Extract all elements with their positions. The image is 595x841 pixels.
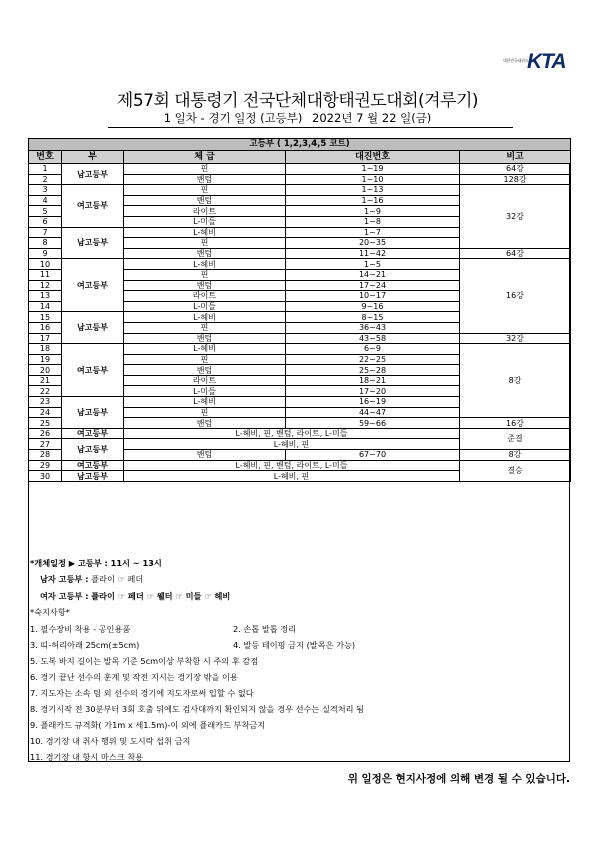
division-cell: 여고등부 [62, 185, 124, 227]
bracket-cell: 59~66 [286, 418, 460, 429]
bracket-cell: 18~21 [286, 375, 460, 386]
row-number: 8 [29, 238, 62, 249]
male-order-label: 남자 고등부 : [40, 574, 89, 584]
bracket-cell: 1~13 [286, 185, 460, 196]
weight-class-cell: L-미들 [124, 216, 286, 227]
row-number: 18 [29, 344, 62, 355]
weight-class-cell: 밴텀 [124, 174, 286, 185]
subtitle-date: 2022년 7 월 22 일(금) [312, 111, 432, 125]
male-order-text: 플라이 ☞ 페더 [91, 574, 144, 584]
division-cell: 남고등부 [62, 227, 124, 259]
female-order-label: 여자 고등부 : [40, 591, 89, 601]
bracket-cell: 17~24 [286, 280, 460, 291]
weight-class-cell: L-헤비 [124, 344, 286, 355]
row-number: 6 [29, 216, 62, 227]
header-weight: 체 급 [124, 151, 286, 164]
merged-weights-cell: L-헤비, 핀 [124, 439, 460, 450]
female-order-text: 플라이 ☞ 페더 ☞ 웰터 ☞ 미들 ☞ 헤비 [91, 591, 231, 601]
note-item: 7. 지도자는 소속 팀 외 선수의 경기에 지도자로써 입할 수 없다 [30, 688, 254, 698]
note-item: 11. 경기장 내 항시 마스크 착용 [30, 752, 144, 762]
remark-cell: 8강 [460, 450, 571, 461]
table-row [29, 259, 571, 270]
bracket-cell: 36~43 [286, 322, 460, 333]
division-cell: 여고등부 [62, 460, 124, 471]
remark-cell: 128강 [460, 174, 571, 185]
bracket-cell: 11~42 [286, 248, 460, 259]
weight-class-cell: L-미들 [124, 301, 286, 312]
table-row [29, 428, 571, 439]
footer-notice: 위 일정은 현지사정에 의해 변경 될 수 있습니다. [347, 773, 570, 785]
bracket-cell: 6~9 [286, 344, 460, 355]
bracket-cell: 20~35 [286, 238, 460, 249]
header-no: 번호 [29, 151, 62, 164]
bracket-cell: 44~47 [286, 407, 460, 418]
bracket-cell: 14~21 [286, 269, 460, 280]
merged-weights-cell: L-헤비, 핀, 밴텀, 라이트, L-미들 [124, 460, 460, 471]
bracket-cell: 1~9 [286, 206, 460, 217]
weight-class-cell: L-헤비 [124, 227, 286, 238]
weight-class-cell: 밴텀 [124, 418, 286, 429]
subtitle-underline [108, 127, 513, 128]
row-number: 21 [29, 375, 62, 386]
bracket-cell: 17~20 [286, 386, 460, 397]
bracket-cell: 43~58 [286, 333, 460, 344]
row-number: 9 [29, 248, 62, 259]
remark-cell: 결승 [460, 460, 571, 481]
weight-class-cell: 핀 [124, 269, 286, 280]
opening-hours: *개체일정 ▶ 고등부 : 11시 ~ 13시 [30, 558, 162, 568]
merged-weights-cell: L-헤비, 핀, 밴텀, 라이트, L-미들 [124, 428, 460, 439]
division-cell: 여고등부 [62, 428, 124, 439]
row-number: 23 [29, 397, 62, 408]
division-cell: 여고등부 [62, 344, 124, 397]
row-number: 17 [29, 333, 62, 344]
weight-class-cell: 라이트 [124, 375, 286, 386]
weight-class-cell: L-헤비 [124, 312, 286, 323]
division-cell: 남고등부 [62, 471, 124, 482]
bracket-cell: 10~17 [286, 291, 460, 302]
weight-class-cell: L-미들 [124, 386, 286, 397]
weight-class-cell: 핀 [124, 238, 286, 249]
remark-cell: 32강 [460, 333, 571, 344]
header-remark: 비고 [460, 151, 571, 164]
bracket-cell: 8~15 [286, 312, 460, 323]
weight-class-cell: 핀 [124, 354, 286, 365]
header-bracket: 대진번호 [286, 151, 460, 164]
bracket-cell: 16~19 [286, 397, 460, 408]
bracket-cell: 22~25 [286, 354, 460, 365]
remark-cell: 16강 [460, 259, 571, 333]
female-order [40, 591, 230, 602]
subtitle-main: 1 일차 - 경기 일정 (고등부) [163, 111, 303, 125]
note-item: 8. 경기시작 전 30분부터 3회 호출 뒤에도 검사대까지 확인되지 않을 경우 선수는 실격처리 됨 [30, 704, 365, 714]
bracket-cell: 1~19 [286, 164, 460, 175]
note-item: 2. 손톱 발톱 정리 [233, 624, 297, 634]
note-item: 5. 도복 바지 길이는 발목 기준 5cm이상 부착함 시 주의 후 감점 [30, 656, 259, 666]
bracket-cell: 67~70 [286, 450, 460, 461]
table-row [29, 344, 571, 355]
division-cell: 남고등부 [62, 397, 124, 429]
bracket-cell: 1~7 [286, 227, 460, 238]
weight-class-cell: 밴텀 [124, 333, 286, 344]
row-number: 27 [29, 439, 62, 450]
weight-class-cell: 라이트 [124, 291, 286, 302]
table-header-row [29, 151, 571, 164]
weight-class-cell: L-헤비 [124, 259, 286, 270]
row-number: 20 [29, 365, 62, 376]
schedule-table [28, 138, 571, 482]
weight-class-cell: 핀 [124, 322, 286, 333]
table-row [29, 460, 571, 471]
table-row [29, 185, 571, 196]
row-number: 26 [29, 428, 62, 439]
note-item: 1. 필수장비 착용 - 공인용품 [30, 624, 131, 634]
weight-class-cell: 핀 [124, 164, 286, 175]
row-number: 2 [29, 174, 62, 185]
page-title: 제57회 대통령기 전국단체대항태권도대회(겨루기) [116, 91, 479, 111]
row-number: 12 [29, 280, 62, 291]
remark-cell: 32강 [460, 185, 571, 249]
row-number: 24 [29, 407, 62, 418]
row-number: 16 [29, 322, 62, 333]
row-number: 29 [29, 460, 62, 471]
weight-class-cell: 밴텀 [124, 365, 286, 376]
row-number: 10 [29, 259, 62, 270]
notes-header: *숙지사항* [30, 607, 70, 617]
row-number: 30 [29, 471, 62, 482]
bracket-cell: 1~10 [286, 174, 460, 185]
logo-mark: KTA [527, 50, 566, 73]
row-number: 28 [29, 450, 62, 461]
header-division: 부 [62, 151, 124, 164]
row-number: 14 [29, 301, 62, 312]
remark-cell: 16강 [460, 418, 571, 429]
division-cell: 남고등부 [62, 312, 124, 344]
row-number: 22 [29, 386, 62, 397]
table-body [29, 164, 571, 482]
male-order [40, 574, 143, 585]
note-item: 10. 경기장 내 취사 행위 및 도시락 섭취 금지 [30, 736, 191, 746]
bracket-cell: 9~16 [286, 301, 460, 312]
weight-class-cell: 밴텀 [124, 195, 286, 206]
remark-cell: 64강 [460, 164, 571, 175]
remark-cell: 64강 [460, 248, 571, 259]
row-number: 13 [29, 291, 62, 302]
bracket-cell: 1~5 [286, 259, 460, 270]
bracket-cell: 25~28 [286, 365, 460, 376]
bracket-cell: 1~16 [286, 195, 460, 206]
row-number: 25 [29, 418, 62, 429]
weight-class-cell: 밴텀 [124, 248, 286, 259]
row-number: 11 [29, 269, 62, 280]
table-row [29, 164, 571, 175]
note-item: 4. 발등 테이핑 금지 (발목은 가능) [233, 640, 356, 650]
weight-class-cell: L-헤비 [124, 397, 286, 408]
note-item: 6. 경기 끝난 선수의 훈계 및 작전 지시는 경기장 밖을 이용 [30, 672, 238, 682]
weight-class-cell: 핀 [124, 185, 286, 196]
division-cell: 남고등부 [62, 439, 124, 460]
page-subtitle [0, 110, 595, 126]
logo-org-text: 대한민국태권도협회 [503, 58, 536, 63]
division-cell: 남고등부 [62, 164, 124, 185]
row-number: 15 [29, 312, 62, 323]
row-number: 1 [29, 164, 62, 175]
remark-cell: 8강 [460, 344, 571, 418]
kta-logo [503, 50, 573, 76]
weight-class-cell: 핀 [124, 407, 286, 418]
row-number: 3 [29, 185, 62, 196]
row-number: 19 [29, 354, 62, 365]
row-number: 4 [29, 195, 62, 206]
weight-class-cell: 밴텀 [124, 450, 286, 461]
note-item: 9. 플래카드 규격화( 가1m x 세1.5m)-이 외에 플래카드 부착금지 [30, 720, 266, 730]
table-caption: 고등부 ( 1,2,3,4,5 코트) [29, 139, 571, 151]
bracket-cell: 1~8 [286, 216, 460, 227]
weight-class-cell: 밴텀 [124, 280, 286, 291]
row-number: 5 [29, 206, 62, 217]
merged-weights-cell: L-헤비, 핀 [124, 471, 460, 482]
division-cell: 여고등부 [62, 259, 124, 312]
note-item: 3. 띠-허리아래 25cm(±5cm) [30, 640, 140, 650]
row-number: 7 [29, 227, 62, 238]
weight-class-cell: 라이트 [124, 206, 286, 217]
remark-cell: 준결 [460, 428, 571, 449]
